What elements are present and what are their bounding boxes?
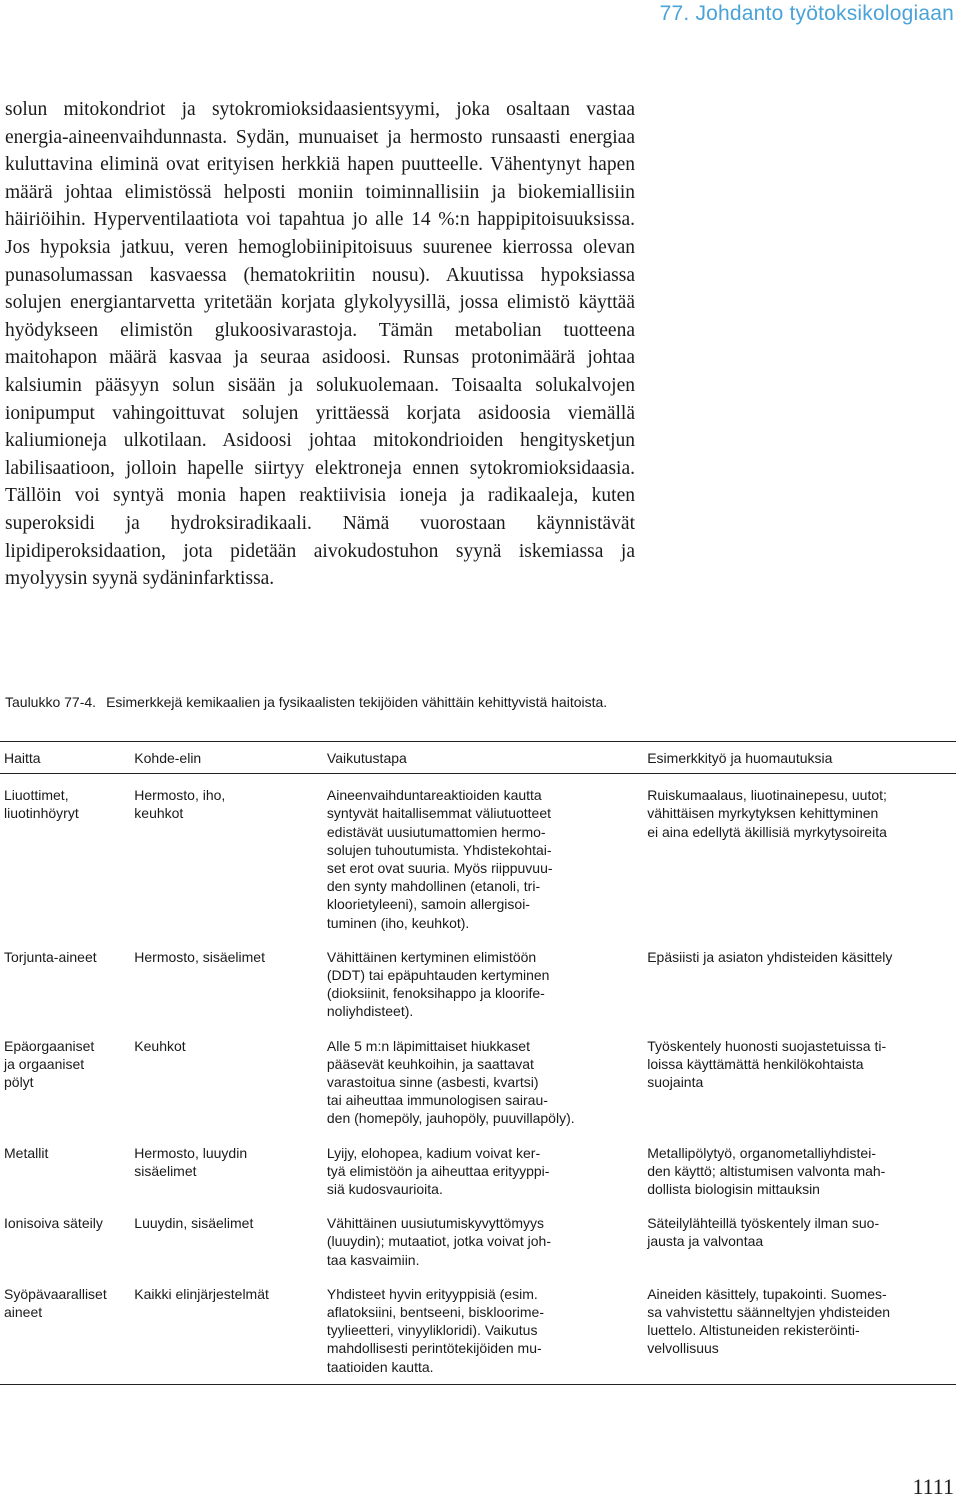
cell-text-line: Torjunta-aineet [4, 948, 97, 965]
cell-text-line: den käyttö; altistumisen valvonta mah- [647, 1162, 886, 1179]
table-row [0, 1037, 956, 1144]
page-number: 1111 [912, 1474, 954, 1499]
cell-text-line: vähittäisen myrkytyksen kehittyminen [647, 805, 879, 822]
cell-text-line: tai aiheuttaa immunologisen sairau- [326, 1092, 548, 1109]
table-row [0, 1214, 956, 1285]
cell-text-line: Säteilylähteillä työskentely ilman suo- [647, 1215, 880, 1232]
cell-text-line: Epäsiisti ja asiaton yhdisteiden käsittely [647, 948, 893, 965]
cell-text-line: loissa käyttämättä henkilökohtaista [647, 1055, 864, 1072]
cell-text-line: aineet [4, 1304, 43, 1321]
cell-text-line: velvollisuus [647, 1340, 719, 1357]
cell-esimerkkityo [643, 1214, 956, 1285]
cell-text-line: Vähittäinen kertyminen elimistöön [326, 948, 537, 965]
cell-text-line: den (homepöly, jauhopöly, puuvillapöly). [326, 1110, 575, 1127]
cell-text-line: Aineenvaihduntareaktioiden kautta [326, 787, 542, 804]
cell-vaikutustapa [323, 1037, 643, 1144]
body-paragraph: solun mitokondriot ja sytokromioksidaasientsyymi, joka osaltaan vastaa energia-aineenvaihdunnasta. Sydän, munuaiset ja hermosto runsaasti energiaa kuluttavina eliminä ovat erityisen herkkiä hapen puutteelle. Vähentynyt hapen määrä johtaa elimistössä helposti moniin toiminnallisiin ja biokemiallisiin häiriöihin. Hyperventilaatiota voi tapahtua jo alle 14 %:n happipitoisuuksissa. Jos hypoksia jatkuu, veren hemoglobiinipitoisuus suurenee kierrossa olevan punasolumassan kasvaessa (hematokriitin nousu). Akuutissa hypoksiassa solujen energiantarvetta yritetään korjata glykolyysillä, jossa elimistö käyttää hyödykseen elimistön glukoosivarastoja. Tämän metabolian tuotteena maitohapon määrä kasvaa ja seuraa asidoosi. Runsas protonimäärä johtaa kalsiumin pääsyyn solun sisään ja solukuolemaan. Toisaalta solukalvojen ionipumput vahingoittuvat solujen yrittäessä korjata asidoosia viemällä kaliumioneja ulkotilaan. Asidoosi johtaa mitokondrioiden hengitysketjun labilisaatioon, jolloin hapelle siirtyy elektroneja ennen sytokromioksidaasia. Tällöin voi syntyä monia hapen reaktiivisia ioneja ja radikaaleja, kuten superoksidi ja hydroksiradikaali. Nämä vuorostaan käynnistävät lipidiperoksidaation, jota pidetään aivokudostuhon syynä iskemiassa ja myolyysin syynä sydäninfarktissa. [5, 99, 635, 590]
cell-text-line: sisäelimet [134, 1162, 197, 1179]
cell-haitta [0, 774, 130, 948]
cell-text-line: Hermosto, sisäelimet [134, 948, 265, 965]
cell-kohde-elin [130, 1037, 323, 1144]
cell-text-line: Alle 5 m:n läpimittaiset hiukkaset [326, 1037, 530, 1054]
cell-text-line: jausta ja valvontaa [647, 1233, 764, 1250]
cell-haitta [0, 1037, 130, 1144]
cell-esimerkkityo [643, 1285, 956, 1385]
cell-text-line: varastoitua sinne (asbesti, kvartsi) [326, 1074, 539, 1091]
cell-esimerkkityo [643, 948, 956, 1037]
cell-text-line: sa vahvistettu säänneltyjen yhdisteiden [647, 1304, 891, 1321]
cell-haitta [0, 1144, 130, 1215]
cell-text-line: (DDT) tai epäpuhtauden kertyminen [326, 967, 550, 984]
cell-kohde-elin [130, 774, 323, 948]
cell-text-line: ei aina edellytä äkillisiä myrkytysoireita [647, 823, 887, 840]
cell-text-line: mahdollisesti perintötekijöiden mu- [326, 1340, 542, 1357]
cell-text-line: Vähittäinen uusiutumiskyvyttömyys [326, 1215, 544, 1232]
column-header-esimerkkityo: Esimerkkityö ja huomautuksia [643, 742, 956, 774]
cell-text-line: Kaikki elinjärjestelmät [134, 1285, 269, 1302]
cell-text-line: Keuhkot [134, 1037, 186, 1054]
cell-vaikutustapa [323, 774, 643, 948]
cell-text-line: set erot ovat suuria. Myös riippuvuu- [326, 860, 553, 877]
cell-text-line: edistävät uusiutumattomien hermo- [326, 823, 546, 840]
cell-text-line: liuotinhöyryt [4, 805, 79, 822]
table-row [0, 1144, 956, 1215]
cell-vaikutustapa [323, 1214, 643, 1285]
column-header-haitta: Haitta [0, 742, 130, 774]
cell-haitta [0, 948, 130, 1037]
cell-text-line: syntyvät haitallisemmat väliutuotteet [326, 805, 551, 822]
cell-text-line: (dioksiinit, fenoksihappo ja kloorife- [326, 985, 545, 1002]
cell-text-line: Syöpävaaralliset [4, 1285, 107, 1302]
cell-text-line: Yhdisteet hyvin erityyppisiä (esim. [326, 1285, 538, 1302]
cell-text-line: dollista biologisin mittauksin [647, 1181, 820, 1198]
table-caption-label: Taulukko 77-4. [5, 694, 97, 710]
table-header-row [0, 742, 956, 774]
cell-esimerkkityo [643, 1037, 956, 1144]
cell-text-line: Aineiden käsittely, tupakointi. Suomes- [647, 1285, 887, 1302]
cell-vaikutustapa [323, 1285, 643, 1385]
table-caption [5, 694, 607, 710]
cell-text-line: tuminen (iho, keuhkot). [326, 914, 470, 931]
cell-esimerkkityo [643, 1144, 956, 1215]
cell-text-line: keuhkot [134, 805, 184, 822]
cell-text-line: Ruiskumaalaus, liuotinainepesu, uutot; [647, 787, 887, 804]
cell-text-line: tyylieetteri, vinyylikloridi). Vaikutus [326, 1322, 538, 1339]
cell-kohde-elin [130, 948, 323, 1037]
table-caption-text: Esimerkkejä kemikaalien ja fysikaalisten tekijöiden vähittäin kehittyvistä haitoista. [106, 694, 608, 710]
cell-text-line: taa kasvaimiin. [326, 1251, 420, 1268]
cell-text-line: ja orgaaniset [4, 1055, 85, 1072]
cell-text-line: tyä elimistöön ja aiheuttaa erityyppi- [326, 1162, 550, 1179]
cell-text-line: aflatoksiini, bentseeni, biskloorime- [326, 1304, 544, 1321]
table-row [0, 774, 956, 948]
cell-text-line: Hermosto, luuydin [134, 1144, 248, 1161]
cell-vaikutustapa [323, 948, 643, 1037]
cell-text-line: Metallipölytyö, organometalliyhdistei- [647, 1144, 876, 1161]
cell-text-line: Metallit [4, 1144, 49, 1161]
cell-kohde-elin [130, 1144, 323, 1215]
cell-text-line: luettelo. Altistuneiden rekisteröinti- [647, 1322, 860, 1339]
cell-kohde-elin [130, 1285, 323, 1385]
cell-text-line: taatioiden kautta. [326, 1358, 434, 1375]
cell-text-line: kloorietyleeni), samoin allergisoi- [326, 896, 530, 913]
cell-text-line: noliyhdisteet). [326, 1003, 414, 1020]
cell-kohde-elin [130, 1214, 323, 1285]
cell-text-line: suojainta [647, 1074, 704, 1091]
cell-text-line: Epäorgaaniset [4, 1037, 95, 1054]
cell-esimerkkityo [643, 774, 956, 948]
cell-text-line: Liuottimet, [4, 787, 69, 804]
cell-text-line: Hermosto, iho, [134, 787, 226, 804]
cell-text-line: solujen tuhoutumista. Yhdistekohtai- [326, 841, 552, 858]
cell-haitta [0, 1285, 130, 1385]
cell-text-line: den synty mahdollinen (etanoli, tri- [326, 878, 541, 895]
table-row [0, 948, 956, 1037]
column-header-vaikutustapa: Vaikutustapa [323, 742, 643, 774]
table-row [0, 1285, 956, 1385]
cell-vaikutustapa [323, 1144, 643, 1215]
cell-text-line: Ionisoiva säteily [4, 1215, 103, 1232]
cell-text-line: Lyijy, elohopea, kadium voivat ker- [326, 1144, 541, 1161]
cell-text-line: Työskentely huonosti suojastetuissa ti- [647, 1037, 887, 1054]
cell-text-line: Luuydin, sisäelimet [134, 1215, 254, 1232]
column-header-kohde-elin: Kohde-elin [130, 742, 323, 774]
cell-haitta [0, 1214, 130, 1285]
hazards-table [0, 741, 956, 1385]
cell-text-line: pääsevät keuhkoihin, ja saattavat [326, 1055, 534, 1072]
running-header: 77. Johdanto työtoksikologiaan [659, 2, 954, 25]
cell-text-line: pölyt [4, 1074, 34, 1091]
cell-text-line: siä kudosvaurioita. [326, 1181, 443, 1198]
cell-text-line: (luuydin); mutaatiot, jotka voivat joh- [326, 1233, 551, 1250]
